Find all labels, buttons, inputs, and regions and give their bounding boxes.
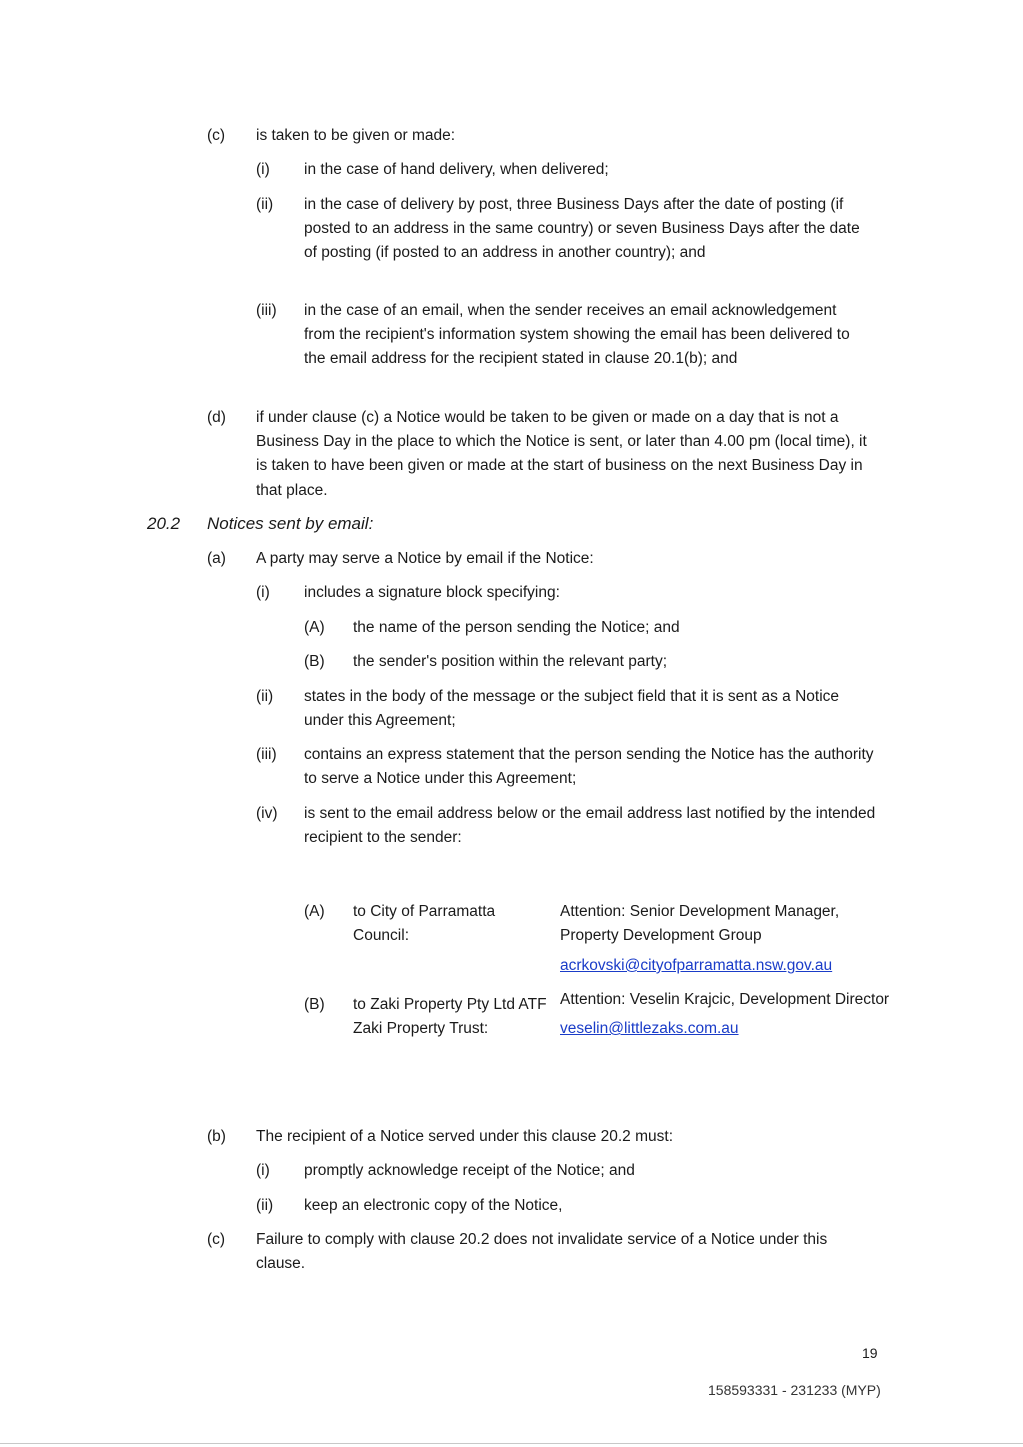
recipient-label: (B) [304, 996, 325, 1013]
clause-a-iv-text: is sent to the email address below or the email address last notified by the intended recipient to the sender: [304, 805, 876, 847]
clause-c2-label: (c) [207, 1231, 226, 1248]
recipient-attention: Attention: Senior Development Manager, Property Development Group [560, 903, 840, 945]
clause-c-i-text: in the case of hand delivery, when delivered; [304, 161, 609, 178]
recipient-email-link[interactable]: acrkovski@cityofparramatta.nsw.gov.au [560, 957, 833, 974]
clause-d-label: (d) [207, 409, 226, 426]
clause-a-iii-label: (iii) [256, 746, 277, 763]
clause-d-text: if under clause (c) a Notice would be taken to be given or made on a day that is not a Business Day in the place to which the Notice is sent, or later than 4.00 pm (local time), it is taken to have been given or made at the start of business on the next Business Day in that place. [256, 409, 867, 499]
clause-b-i-text: promptly acknowledge receipt of the Notice; and [304, 1162, 635, 1179]
page-bottom-divider [0, 1443, 1023, 1444]
recipient-name: to Zaki Property Pty Ltd ATF Zaki Property Trust: [353, 996, 547, 1038]
section-number: 20.2 [147, 514, 181, 533]
clause-a-iii-text: contains an express statement that the person sending the Notice has the authority to serve a Notice under this Agreement; [304, 746, 874, 788]
clause-a-iv-label: (iv) [256, 805, 278, 822]
recipient-email-link[interactable]: veselin@littlezaks.com.au [560, 1020, 739, 1037]
clause-b-ii-text: keep an electronic copy of the Notice, [304, 1197, 563, 1214]
clause-a-i-label: (i) [256, 584, 270, 601]
clause-b-text: The recipient of a Notice served under this clause 20.2 must: [256, 1128, 673, 1145]
clause-b-i-label: (i) [256, 1162, 270, 1179]
clause-c-ii-text: in the case of delivery by post, three Business Days after the date of posting (if posted to an address in the same country) or seven Business Days after the date of posting (if posted to an address in another country); and [304, 196, 860, 262]
clause-a-i-A-label: (A) [304, 619, 325, 636]
clause-c2-text: Failure to comply with clause 20.2 does not invalidate service of a Notice under this clause. [256, 1231, 828, 1273]
recipient-name: to City of Parramatta Council: [353, 903, 496, 945]
clause-c-text: is taken to be given or made: [256, 127, 456, 144]
clause-a-i-B-text: the sender's position within the relevant party; [353, 653, 667, 670]
recipient-label: (A) [304, 903, 325, 920]
recipient-attention: Attention: Veselin Krajcic, Development Director [560, 991, 890, 1008]
clause-c-ii-label: (ii) [256, 196, 274, 213]
clause-a-i-B-label: (B) [304, 653, 325, 670]
clause-a-i-text: includes a signature block specifying: [304, 584, 560, 601]
clause-a-text: A party may serve a Notice by email if the Notice: [256, 550, 594, 567]
page-number: 19 [862, 1345, 878, 1361]
section-title: Notices sent by email: [207, 514, 374, 533]
clause-a-i-A-text: the name of the person sending the Notice; and [353, 619, 680, 636]
clause-b-label: (b) [207, 1128, 226, 1145]
clause-a-label: (a) [207, 550, 226, 567]
document-reference: 158593331 - 231233 (MYP) [708, 1382, 881, 1398]
clause-b-ii-label: (ii) [256, 1197, 274, 1214]
clause-c-label: (c) [207, 127, 226, 144]
clause-a-ii-text: states in the body of the message or the subject field that it is sent as a Notice under this Agreement; [304, 688, 840, 730]
clause-a-ii-label: (ii) [256, 688, 274, 705]
clause-c-iii-text: in the case of an email, when the sender receives an email acknowledgement from the recipient's information system showing the email has been delivered to the email address for the recipient stated in clause 20.1(b); and [304, 302, 850, 368]
clause-c-i-label: (i) [256, 161, 270, 178]
clause-c-iii-label: (iii) [256, 302, 277, 319]
